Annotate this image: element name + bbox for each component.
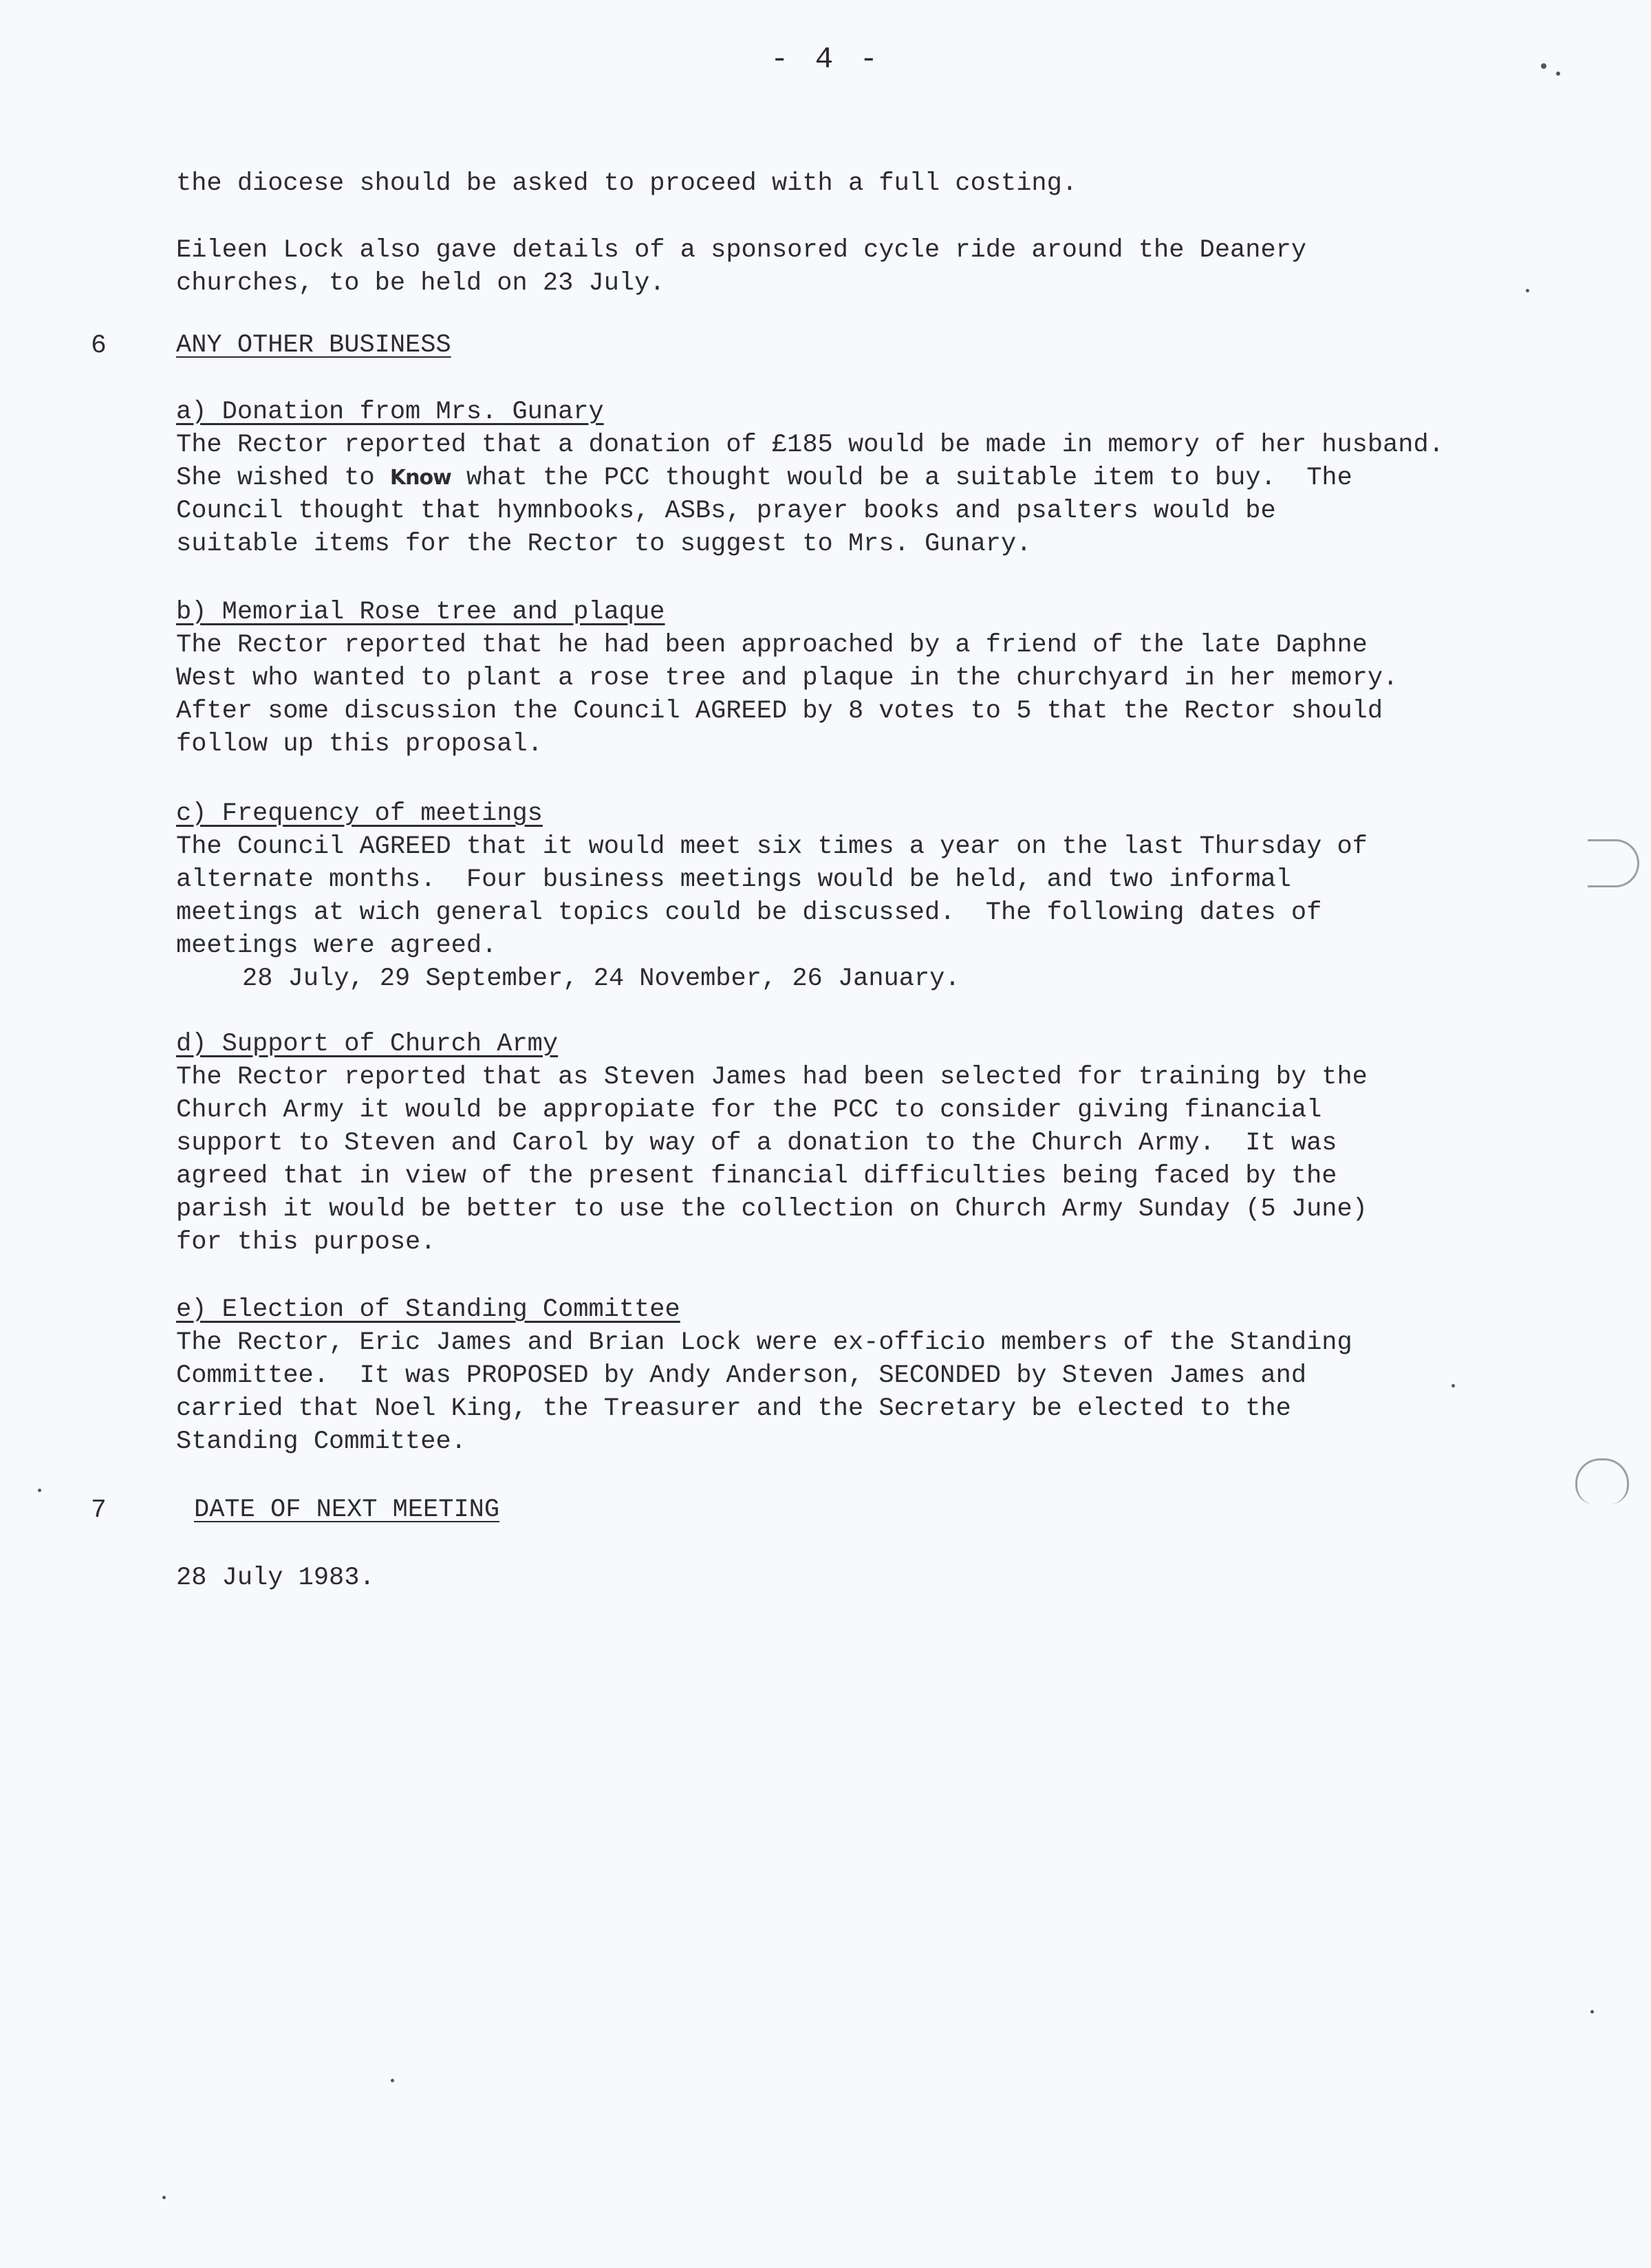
- section-number-7: 7: [91, 1495, 107, 1525]
- text-line: follow up this proposal.: [176, 730, 543, 759]
- next-meeting-date-text: 28 July 1983.: [176, 1564, 375, 1592]
- text-line: parish it would be better to use the collection on Church Army Sunday (5 June): [176, 1195, 1368, 1224]
- item-d: [176, 1028, 1524, 1259]
- item-a-heading: a) Donation from Mrs. Gunary: [176, 398, 604, 426]
- text-line: The Council AGREED that it would meet six times a year on the last Thursday of: [176, 832, 1368, 861]
- punch-hole-bottom: [1575, 1458, 1629, 1504]
- text-line: Standing Committee.: [176, 1427, 466, 1456]
- meeting-dates: 28 July, 29 September, 24 November, 26 January.: [242, 964, 960, 993]
- text-line: churches, to be held on 23 July.: [176, 269, 665, 298]
- scan-speck: [1526, 289, 1529, 292]
- scan-speck: [162, 2196, 166, 2199]
- item-c: [176, 797, 1524, 995]
- text-fragment: what the PCC thought would be a suitable item to buy. The: [451, 464, 1352, 493]
- intro-line: [176, 167, 1524, 200]
- text-line: carried that Noel King, the Treasurer and the Secretary be elected to the: [176, 1394, 1291, 1423]
- text-line: support to Steven and Carol by way of a donation to the Church Army. It was: [176, 1129, 1337, 1158]
- section-heading-date-of-next-meeting: DATE OF NEXT MEETING: [194, 1495, 500, 1524]
- scan-speck: [1541, 63, 1546, 69]
- text-line: alternate months. Four business meetings would be held, and two informal: [176, 865, 1291, 894]
- text-line: Eileen Lock also gave details of a sponsored cycle ride around the Deanery: [176, 236, 1307, 265]
- text-line: The Rector reported that as Steven James had been selected for training by the: [176, 1063, 1368, 1092]
- item-b-heading: b) Memorial Rose tree and plaque: [176, 598, 665, 627]
- text-line: The Rector, Eric James and Brian Lock were ex-officio members of the Standing: [176, 1328, 1352, 1357]
- text-line: Church Army it would be appropiate for the PCC to consider giving financial: [176, 1096, 1322, 1125]
- text-line: West who wanted to plant a rose tree and plaque in the churchyard in her memory.: [176, 664, 1399, 693]
- text-line: agreed that in view of the present financial difficulties being faced by the: [176, 1162, 1337, 1191]
- handwritten-correction: Know: [389, 466, 451, 490]
- intro-text: the diocese should be asked to proceed with a full costing.: [176, 169, 1078, 198]
- scan-speck: [1556, 72, 1560, 76]
- text-line: The Rector reported that a donation of £185 would be made in memory of her husband.: [176, 431, 1444, 460]
- scan-speck: [391, 2079, 394, 2082]
- scan-speck: [1590, 2010, 1594, 2013]
- page-number: - 4 -: [770, 43, 883, 77]
- item-b: [176, 596, 1524, 761]
- text-line: Council thought that hymnbooks, ASBs, prayer books and psalters would be: [176, 497, 1276, 526]
- scan-speck: [1452, 1384, 1455, 1387]
- item-a: [176, 396, 1524, 561]
- item-e: [176, 1293, 1524, 1458]
- text-fragment: She wished to: [176, 464, 390, 493]
- item-e-heading: e) Election of Standing Committee: [176, 1295, 680, 1324]
- text-line: meetings at wich general topics could be discussed. The following dates of: [176, 898, 1322, 927]
- item-c-heading: c) Frequency of meetings: [176, 799, 543, 828]
- text-line: The Rector reported that he had been approached by a friend of the late Daphne: [176, 631, 1368, 660]
- text-line: suitable items for the Rector to suggest to Mrs. Gunary.: [176, 530, 1032, 559]
- next-meeting-date: [176, 1562, 1524, 1595]
- scan-speck: [38, 1489, 41, 1492]
- intro-paragraph: [176, 234, 1524, 300]
- item-d-heading: d) Support of Church Army: [176, 1030, 559, 1059]
- text-line: After some discussion the Council AGREED by 8 votes to 5 that the Rector should: [176, 697, 1383, 726]
- text-line: meetings were agreed.: [176, 931, 497, 960]
- text-line: for this purpose.: [176, 1228, 436, 1257]
- text-line: [176, 462, 1524, 495]
- section-heading-any-other-business: ANY OTHER BUSINESS: [176, 331, 451, 360]
- section-number-6: 6: [91, 331, 107, 360]
- text-line: Committee. It was PROPOSED by Andy Anderson, SECONDED by Steven James and: [176, 1361, 1307, 1390]
- punch-hole-top: [1588, 839, 1639, 887]
